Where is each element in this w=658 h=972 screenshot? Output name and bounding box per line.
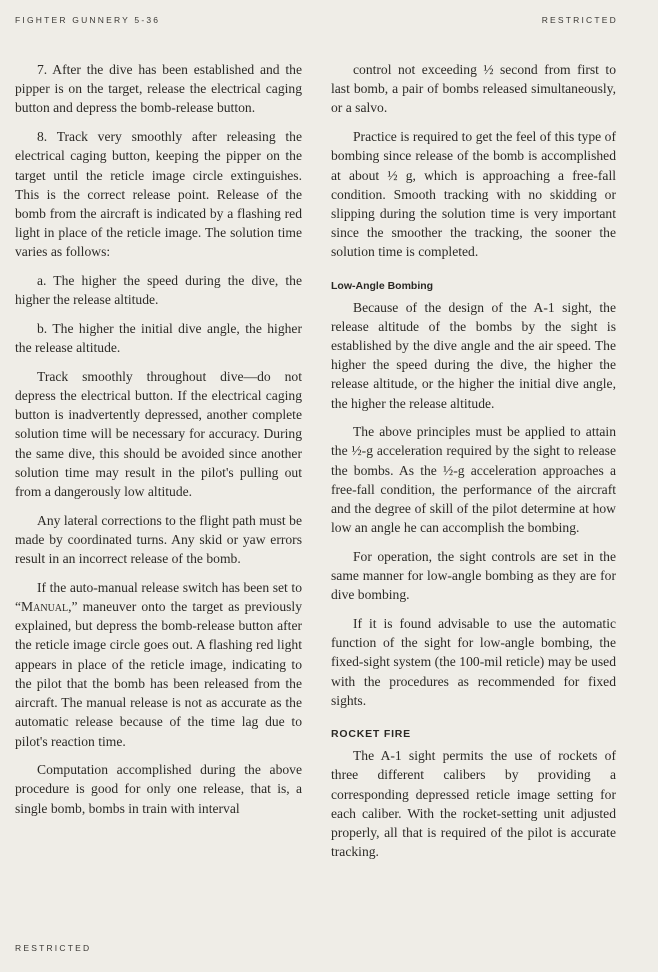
running-header-left: FIGHTER GUNNERY 5-36 [15,15,161,25]
right-column [331,60,616,871]
paragraph-computation: Computation accomplished during the above procedure is good for only one release, that is, a single bomb, bombs in train with interval [15,762,302,816]
paragraph-continuation: control not exceeding ½ second from first to last bomb, a pair of bombs released simultaneously, or a salvo. [331,62,616,116]
heading-low-angle-bombing: Low-Angle Bombing [331,279,434,292]
auto-manual-text-start: If the auto-manual release switch has been set to “ [15,579,302,615]
paragraph-item-a: a. The higher the speed during the dive, the higher the release altitude. [15,273,302,308]
paragraph-principles: The above principles must be applied to attain the ½-g acceleration required by the sight to release the bombs. As the ½-g acceleration approaches a free-fall condition, the performance of the aircraft and the degree of skill of the pilot determine at how low an angle he can accomplish the bombing. [331,424,616,536]
paragraph-sight-design: Because of the design of the A-1 sight, the release altitude of the bombs by the sight is established by the dive angle and the air speed. The higher the speed during the dive, the higher the release altitude, or the higher the initial dive angle, the higher the release altitude. [331,299,616,411]
left-column [15,60,302,827]
paragraph-fixed-sight: If it is found advisable to use the automatic function of the sight for low-angle bombing, the fixed-sight system (the 100-mil reticle) may be used with the procedures as recommended for fixed sights. [331,616,616,708]
paragraph-step-7: 7. After the dive has been established and the pipper is on the target, release the electrical caging button and depress the bomb-release button. [15,62,302,116]
paragraph-step-8: 8. Track very smoothly after releasing the electrical caging button, keeping the pipper on the target until the reticle image circle extinguishes. This is the correct release point. Release of the bomb from the aircraft is indicated by a flashing red light in place of the reticle image. The solution time varies as follows: [15,129,302,260]
paragraph-operation: For operation, the sight controls are set in the same manner for low-angle bombing as they are for dive bombing. [331,548,616,603]
paragraph-track-smoothly: Track smoothly throughout dive—do not depress the electrical button. If the electrical caging button is inadvertently depressed, another complete solution time will be necessary for accuracy. During the same dive, this should be avoided since another solution time may result in the pilot's pulling out from a dangerously low altitude. [15,368,302,500]
paragraph-lateral-corrections: Any lateral corrections to the flight path must be made by coordinated turns. Any skid or yaw errors result in an incorrect release of the bomb. [15,512,302,567]
paragraph-auto-manual [15,578,302,751]
running-header-right: RESTRICTED [541,15,618,25]
paragraph-practice: Practice is required to get the feel of this type of bombing since release of the bomb is accomplished at about ½ g, which is approaching a free-fall condition. Smooth tracking with no skidding or slipping during the solution time is very important since the smoother the tracking, the sooner the solution time is completed. [331,129,616,260]
running-footer: RESTRICTED [15,943,92,953]
paragraph-rocket-calibers: The A-1 sight permits the use of rockets of three different calibers by providing a corresponding depressed reticle image setting for each caliber. With the rocket-setting unit adjusted properly, all that is required of the pilot is accurate tracking. [331,748,616,860]
manual-term: Manual [21,599,69,615]
paragraph-item-b: b. The higher the initial dive angle, the higher the release altitude. [15,320,302,356]
auto-manual-text-end: ,” maneuver onto the target as previously explained, but depress the bomb-release button after the reticle image circle goes out. A flashing red light appears in place of the reticle image, indicating to the pilot that the bomb has been released from the aircraft. The manual release is not as accurate as the automatic release because of the time lag due to pilot's reaction time. [15,599,302,749]
heading-rocket-fire: ROCKET FIRE [331,728,411,741]
